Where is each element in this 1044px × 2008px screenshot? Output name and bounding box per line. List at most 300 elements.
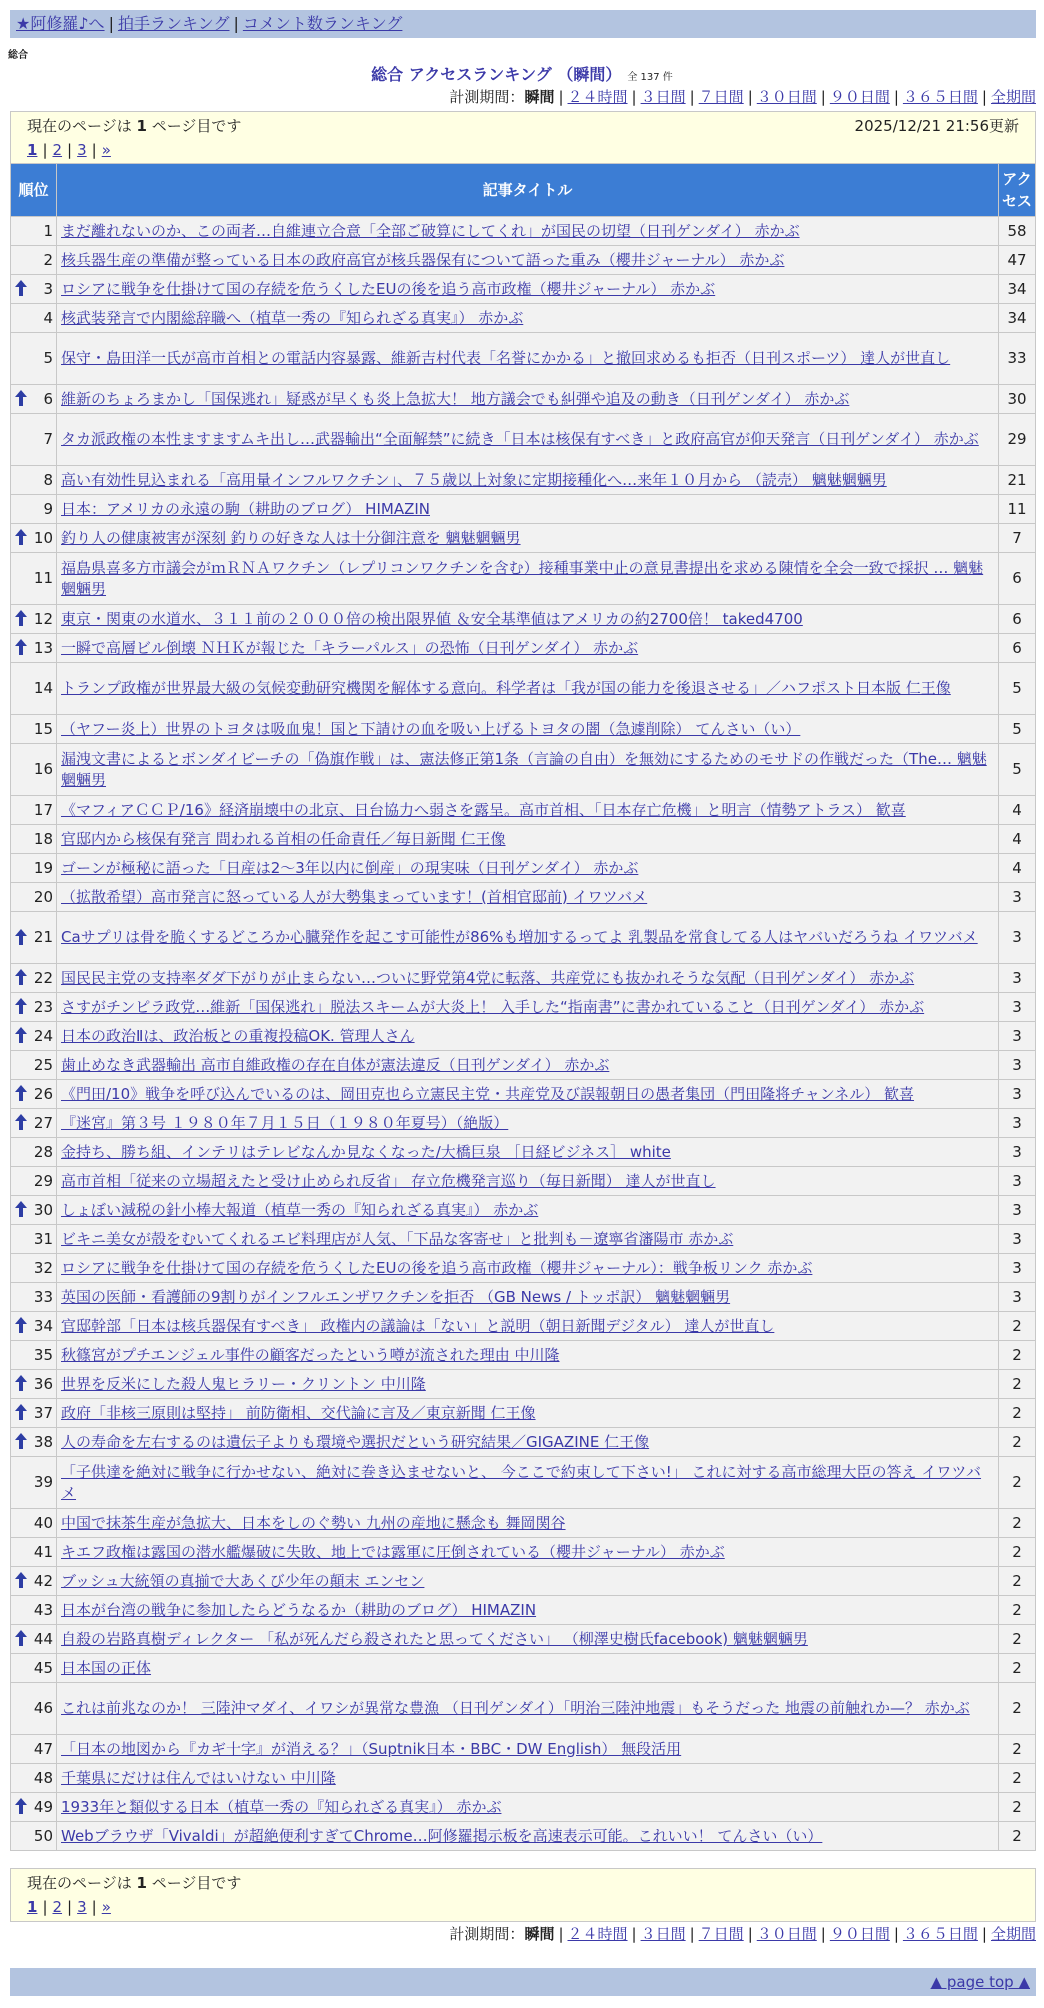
article-title-link[interactable]: 《マフィアＣＣＰ/16》経済崩壊中の北京、日台協力へ弱さを露呈。高市首相、「日本存亡危機」と明言（情勢アトラス） 歓喜 — [61, 800, 906, 819]
rank-cell — [11, 1567, 57, 1596]
article-title-link[interactable]: 1933年と類似する日本（植草一秀の『知られざる真実』） 赤かぶ — [61, 1797, 502, 1816]
period-separator: | — [747, 88, 753, 106]
period-link[interactable]: ７日間 — [698, 1925, 744, 1943]
rank-cell — [11, 715, 57, 744]
rank-number: 32 — [33, 1258, 53, 1277]
article-title-link[interactable]: 政府「非核三原則は堅持」 前防衛相、交代論に言及／東京新聞 仁王像 — [61, 1403, 536, 1422]
title-cell — [57, 715, 999, 744]
title-cell — [57, 1457, 999, 1509]
access-count: 6 — [999, 605, 1036, 634]
period-separator: | — [820, 88, 826, 106]
rank-cell — [11, 1022, 57, 1051]
comment-ranking-link[interactable]: コメント数ランキング — [242, 14, 403, 33]
page-link[interactable]: 3 — [77, 1898, 87, 1916]
title-cell — [57, 1051, 999, 1080]
period-current: 瞬間 — [524, 1925, 555, 1943]
period-link[interactable]: ３６５日間 — [902, 1925, 978, 1943]
article-title-link[interactable]: 自殺の岩路真樹ディレクター 「私が死んだら殺されたと思ってください」 （柳澤史樹氏facebook) 魑魅魍魎男 — [61, 1629, 808, 1648]
title-cell — [57, 883, 999, 912]
rank-number: 8 — [43, 470, 53, 489]
title-cell — [57, 744, 999, 796]
rank-cell — [11, 414, 57, 466]
rank-number: 41 — [33, 1542, 53, 1561]
rank-cell — [11, 1080, 57, 1109]
rank-cell — [11, 1283, 57, 1312]
article-title-link[interactable]: 英国の医師・看護師の9割りがインフルエンザワクチンを拒否 （GB News / トッポ訳） 魑魅魍魎男 — [61, 1287, 731, 1306]
page-link[interactable]: 2 — [52, 1898, 63, 1916]
page-link[interactable]: 3 — [77, 141, 87, 159]
period-link[interactable]: ３０日間 — [756, 1925, 817, 1943]
table-row — [11, 1022, 1036, 1051]
rank-up-arrow-icon — [15, 390, 27, 406]
table-row — [11, 912, 1036, 964]
article-title-link[interactable]: 人の寿命を左右するのは遺伝子よりも環境や選択だという研究結果／GIGAZINE 仁王像 — [61, 1432, 650, 1451]
rank-cell — [11, 1822, 57, 1851]
page-link[interactable]: 1 — [27, 141, 38, 159]
page-separator: | — [67, 141, 73, 159]
access-count: 34 — [999, 275, 1036, 304]
title-cell — [57, 1509, 999, 1538]
rank-number: 2 — [43, 250, 53, 269]
title-cell — [57, 1654, 999, 1683]
title-cell — [57, 217, 999, 246]
title-cell — [57, 1625, 999, 1654]
rank-number: 3 — [43, 279, 53, 298]
rank-up-arrow-icon — [15, 1201, 27, 1217]
period-current: 瞬間 — [524, 88, 555, 106]
rank-number: 22 — [33, 968, 53, 987]
rank-up-arrow-icon — [15, 1798, 27, 1814]
page-separator: | — [91, 1898, 97, 1916]
access-count: 2 — [999, 1509, 1036, 1538]
article-title-link[interactable]: 日本が台湾の戦争に参加したらどうなるか（耕助のブログ） HIMAZIN — [61, 1600, 537, 1619]
rank-cell — [11, 605, 57, 634]
access-count: 2 — [999, 1538, 1036, 1567]
article-title-link[interactable]: 中国で抹茶生産が急拡大、日本をしのぐ勢い 九州の産地に懸念も 舞岡関谷 — [61, 1513, 566, 1532]
title-cell — [57, 1567, 999, 1596]
access-count: 58 — [999, 217, 1036, 246]
article-title-link[interactable]: キエフ政権は露国の潜水艦爆破に失敗、地上では露軍に圧倒されている（櫻井ジャーナル） 赤かぶ — [61, 1542, 725, 1561]
table-row — [11, 414, 1036, 466]
rank-cell — [11, 854, 57, 883]
access-count: 47 — [999, 246, 1036, 275]
period-link[interactable]: ２４時間 — [567, 88, 628, 106]
rank-number: 26 — [33, 1084, 53, 1103]
title-cell — [57, 993, 999, 1022]
access-count: 2 — [999, 1370, 1036, 1399]
rank-cell — [11, 1225, 57, 1254]
access-count: 2 — [999, 1683, 1036, 1735]
table-row — [11, 524, 1036, 553]
article-title-link[interactable]: ロシアに戦争を仕掛けて国の存続を危うくしたEUの後を追う高市政権（櫻井ジャーナル） 赤かぶ — [61, 279, 716, 298]
article-title-link[interactable]: しょぼい減税の針小棒大報道（植草一秀の『知られざる真実』） 赤かぶ — [61, 1200, 539, 1219]
period-link[interactable]: ９０日間 — [829, 1925, 890, 1943]
article-title-link[interactable]: 官邸幹部「日本は核兵器保有すべき」 政権内の議論は「ない」と説明（朝日新聞デジタル） 達人が世直し — [61, 1316, 775, 1335]
access-count: 2 — [999, 1625, 1036, 1654]
title-cell — [57, 854, 999, 883]
period-link[interactable]: 全期間 — [990, 88, 1036, 106]
rank-number: 35 — [33, 1345, 53, 1364]
rank-number: 15 — [33, 719, 53, 738]
table-row — [11, 1596, 1036, 1625]
table-row — [11, 605, 1036, 634]
period-separator: | — [981, 88, 987, 106]
title-cell — [57, 333, 999, 385]
rank-cell — [11, 1457, 57, 1509]
period-separator: | — [689, 88, 695, 106]
page-link[interactable]: 1 — [27, 1898, 38, 1916]
page-separator: | — [42, 1898, 48, 1916]
period-link[interactable]: ２４時間 — [567, 1925, 628, 1943]
table-row — [11, 1793, 1036, 1822]
rank-cell — [11, 1109, 57, 1138]
period-selector-bottom — [449, 1923, 1036, 1944]
period-label: 計測期間： — [449, 88, 525, 106]
table-row — [11, 964, 1036, 993]
access-count: 2 — [999, 1735, 1036, 1764]
rank-cell — [11, 304, 57, 333]
article-title-link[interactable]: 歯止めなき武器輸出 高市自維政権の存在自体が憲法違反（日刊ゲンダイ） 赤かぶ — [61, 1055, 610, 1074]
next-page-link[interactable]: » — [101, 1898, 111, 1916]
period-separator: | — [747, 1925, 753, 1943]
title-cell — [57, 1822, 999, 1851]
title-cell — [57, 1538, 999, 1567]
rank-cell — [11, 964, 57, 993]
table-row — [11, 663, 1036, 715]
rank-cell — [11, 1764, 57, 1793]
article-title-link[interactable]: 一瞬で高層ビル倒壊 ＮＨＫが報じた「キラーパルス」の恐怖（日刊ゲンダイ） 赤かぶ — [61, 638, 639, 657]
pager-status-row — [27, 1871, 1019, 1895]
next-page-link[interactable]: » — [101, 141, 111, 159]
article-title-link[interactable]: 国民民主党の支持率ダダ下がりが止まらない…ついに野党第4党に転落、共産党にも抜かれそうな気配（日刊ゲンダイ） 赤かぶ — [61, 968, 915, 987]
table-row — [11, 1312, 1036, 1341]
title-cell — [57, 553, 999, 605]
title-cell — [57, 1428, 999, 1457]
rank-cell — [11, 1509, 57, 1538]
rank-number: 29 — [33, 1171, 53, 1190]
table-row — [11, 1428, 1036, 1457]
rank-number: 18 — [33, 829, 53, 848]
rank-number: 39 — [33, 1473, 53, 1491]
period-link[interactable]: ７日間 — [698, 88, 744, 106]
table-row — [11, 1283, 1036, 1312]
rank-number: 20 — [33, 887, 53, 906]
access-count: 2 — [999, 1312, 1036, 1341]
page-top-link[interactable]: ▲ page top ▲ — [930, 1973, 1030, 1991]
table-row — [11, 466, 1036, 495]
article-title-link[interactable]: まだ離れないのか、この両者…自維連立合意「全部ご破算にしてくれ」が国民の切望（日刊ゲンダイ） 赤かぶ — [61, 221, 800, 240]
article-title-link[interactable]: 核兵器生産の準備が整っている日本の政府高官が核兵器保有について語った重み（櫻井ジャーナル） 赤かぶ — [61, 250, 785, 269]
table-row — [11, 1254, 1036, 1283]
rank-number: 43 — [33, 1600, 53, 1619]
article-title-link[interactable]: Webブラウザ「Vivaldi」が超絶便利すぎてChrome…阿修羅掲示板を高速表示可能。これいい！ てんさい（い） — [61, 1826, 823, 1845]
rank-cell — [11, 796, 57, 825]
article-title-link[interactable]: 高い有効性見込まれる「高用量インフルワクチン」、７５歳以上対象に定期接種化へ…来年１０月から （読売） 魑魅魍魎男 — [61, 470, 887, 489]
table-row — [11, 1138, 1036, 1167]
title-cell — [57, 1341, 999, 1370]
table-row — [11, 1196, 1036, 1225]
access-count: 3 — [999, 883, 1036, 912]
article-title-link[interactable]: （ヤフー炎上）世界のトヨタは吸血鬼！国と下請けの血を吸い上げるトヨタの闇（急遽削除） てんさい（い） — [61, 719, 801, 738]
title-cell — [57, 275, 999, 304]
rank-up-arrow-icon — [15, 929, 27, 945]
rank-number: 1 — [43, 221, 53, 240]
rank-number: 24 — [33, 1026, 53, 1045]
rank-number: 19 — [33, 858, 53, 877]
access-count: 2 — [999, 1596, 1036, 1625]
rank-number: 6 — [43, 389, 53, 408]
rank-up-arrow-icon — [15, 1572, 27, 1588]
article-title-link[interactable]: 日本：アメリカの永遠の駒（耕助のブログ） HIMAZIN — [61, 499, 430, 518]
rank-number: 49 — [33, 1797, 53, 1816]
rank-number: 14 — [33, 679, 53, 697]
rank-up-arrow-icon — [15, 1630, 27, 1646]
access-count: 5 — [999, 663, 1036, 715]
period-separator: | — [981, 1925, 987, 1943]
article-title-link[interactable]: これは前兆なのか！ 三陸沖マダイ、イワシが異常な豊漁 （日刊ゲンダイ）「明治三陸沖地震」もそうだった 地震の前触れか—？ 赤かぶ — [61, 1699, 970, 1717]
access-count: 34 — [999, 304, 1036, 333]
top-nav-bar — [10, 10, 1036, 38]
title-cell — [57, 1109, 999, 1138]
article-title-link[interactable]: 《門田/10》戦争を呼び込んでいるのは、岡田克也ら立憲民主党・共産党及び誤報朝日の愚者集団（門田隆将チャンネル） 歓喜 — [61, 1084, 915, 1103]
period-selector-top — [449, 86, 1036, 107]
rank-number: 13 — [33, 638, 53, 657]
title-cell — [57, 524, 999, 553]
access-count: 3 — [999, 964, 1036, 993]
ranking-title-text: 総合 アクセスランキング （瞬間） — [371, 65, 622, 84]
period-separator: | — [631, 88, 637, 106]
article-title-link[interactable]: 秋篠宮がプチエンジェル事件の顧客だったという噂が流された理由 中川隆 — [61, 1345, 560, 1364]
pager-bottom — [10, 1868, 1036, 1922]
article-title-link[interactable]: 釣り人の健康被害が深刻 釣りの好きな人は十分御注意を 魑魅魍魎男 — [61, 528, 521, 547]
rank-cell — [11, 1428, 57, 1457]
page-link[interactable]: 2 — [52, 141, 63, 159]
article-title-link[interactable]: 高市首相「従来の立場超えたと受け止められ反省」 存立危機発言巡り（毎日新聞） 達人が世直し — [61, 1171, 716, 1190]
title-cell — [57, 796, 999, 825]
article-title-link[interactable]: ロシアに戦争を仕掛けて国の存続を危うくしたEUの後を追う高市政権（櫻井ジャーナル）：戦争板リンク 赤かぶ — [61, 1258, 813, 1277]
article-title-link[interactable]: Caサプリは骨を脆くするどころか心臓発作を起こす可能性が86%も増加するってよ 乳製品を常食してる人はヤバいだろうね イワツバメ — [61, 928, 978, 946]
access-count: 3 — [999, 1022, 1036, 1051]
rank-number: 9 — [43, 499, 53, 518]
current-page-number: 1 — [136, 1874, 147, 1892]
article-title-link[interactable]: 福島県喜多方市議会がｍＲＮＡワクチン（レプリコンワクチンを含む）接種事業中止の意見書提出を求める陳情を全会一致で採択 … 魑魅魍魎男 — [61, 558, 984, 598]
article-title-link[interactable]: タカ派政権の本性ますますムキ出し…武器輸出“全面解禁”に続き「日本は核保有すべき」と政府高官が仰天発言（日刊ゲンダイ） 赤かぶ — [61, 430, 979, 448]
current-page-suffix: ページ目です — [146, 1874, 242, 1892]
table-row — [11, 1370, 1036, 1399]
access-count: 7 — [999, 524, 1036, 553]
rank-up-arrow-icon — [15, 280, 27, 296]
table-row — [11, 715, 1036, 744]
article-title-link[interactable]: ブッシュ大統領の真揃で大あくび少年の顛末 エンセン — [61, 1571, 425, 1590]
rank-cell — [11, 553, 57, 605]
rank-number: 12 — [33, 609, 53, 628]
title-cell — [57, 385, 999, 414]
rank-cell — [11, 1793, 57, 1822]
access-count: 4 — [999, 825, 1036, 854]
article-title-link[interactable]: 千葉県にだけは住んではいけない 中川隆 — [61, 1768, 336, 1787]
article-title-link[interactable]: トランプ政権が世界最大級の気候変動研究機関を解体する意向。科学者は「我が国の能力を後退させる」／ハフポスト日本版 仁王像 — [61, 679, 951, 697]
current-page-text — [27, 114, 241, 138]
rank-number: 5 — [43, 349, 53, 367]
period-separator: | — [820, 1925, 826, 1943]
rank-number: 4 — [43, 308, 53, 327]
rank-up-arrow-icon — [15, 969, 27, 985]
rank-cell — [11, 825, 57, 854]
table-header-row — [11, 164, 1036, 217]
access-count: 5 — [999, 744, 1036, 796]
rank-cell — [11, 524, 57, 553]
rank-up-arrow-icon — [15, 1027, 27, 1043]
title-cell — [57, 1196, 999, 1225]
article-title-link[interactable]: ゴーンが極秘に語った「日産は2～3年以内に倒産」の現実味（日刊ゲンダイ） 赤かぶ — [61, 858, 639, 877]
article-title-link[interactable]: 保守・島田洋一氏が高市首相との電話内容暴露、維新吉村代表「名誉にかかる」と撤回求めるも拒否（日刊スポーツ） 達人が世直し — [61, 349, 951, 367]
rank-cell — [11, 1654, 57, 1683]
article-title-link[interactable]: 漏洩文書によるとボンダイビーチの「偽旗作戦」は、憲法修正第1条（言論の自由）を無効にするためのモサドの作戦だった（The… 魑魅魍魎男 — [61, 749, 987, 789]
article-title-link[interactable]: 日本の政治Ⅱは、政治板との重複投稿OK. 管理人さん — [61, 1026, 415, 1045]
rank-cell — [11, 1399, 57, 1428]
period-separator: | — [558, 88, 564, 106]
access-count: 3 — [999, 1225, 1036, 1254]
period-label: 計測期間： — [449, 1925, 525, 1943]
access-count: 6 — [999, 634, 1036, 663]
rank-up-arrow-icon — [15, 639, 27, 655]
table-row — [11, 744, 1036, 796]
table-row — [11, 993, 1036, 1022]
table-row — [11, 385, 1036, 414]
rank-cell — [11, 1596, 57, 1625]
rank-column-header: 順位 — [11, 164, 57, 217]
title-cell — [57, 1370, 999, 1399]
access-count: 3 — [999, 1109, 1036, 1138]
page-separator: | — [67, 1898, 73, 1916]
title-cell — [57, 1225, 999, 1254]
period-link[interactable]: ３日間 — [640, 88, 686, 106]
rank-cell — [11, 993, 57, 1022]
rank-number: 25 — [33, 1055, 53, 1074]
article-title-link[interactable]: 世界を反米にした殺人鬼ヒラリー・クリントン 中川隆 — [61, 1374, 426, 1393]
pager-top — [10, 111, 1036, 165]
access-count: 30 — [999, 385, 1036, 414]
access-count: 3 — [999, 1283, 1036, 1312]
rank-up-arrow-icon — [15, 610, 27, 626]
table-row — [11, 825, 1036, 854]
title-cell — [57, 825, 999, 854]
article-title-link[interactable]: 核武装発言で内閣総辞職へ（植草一秀の『知られざる真実』） 赤かぶ — [61, 308, 524, 327]
access-count: 3 — [999, 1254, 1036, 1283]
table-row — [11, 1341, 1036, 1370]
access-count: 2 — [999, 1822, 1036, 1851]
rank-cell — [11, 744, 57, 796]
title-cell — [57, 1735, 999, 1764]
access-column-header: アクセス — [999, 164, 1036, 217]
updated-timestamp: 2025/12/21 21:56更新 — [854, 117, 1019, 135]
table-row — [11, 333, 1036, 385]
period-separator: | — [893, 88, 899, 106]
period-link[interactable]: ９０日間 — [829, 88, 890, 106]
rank-number: 28 — [33, 1142, 53, 1161]
rank-number: 36 — [33, 1374, 53, 1393]
title-cell — [57, 1167, 999, 1196]
rank-up-arrow-icon — [15, 1404, 27, 1420]
rank-cell — [11, 495, 57, 524]
page-links — [27, 138, 1019, 162]
period-separator: | — [558, 1925, 564, 1943]
rank-cell — [11, 1538, 57, 1567]
period-link[interactable]: ３日間 — [640, 1925, 686, 1943]
rank-cell — [11, 275, 57, 304]
access-count: 4 — [999, 854, 1036, 883]
rank-up-arrow-icon — [15, 1085, 27, 1101]
article-title-link[interactable]: 「子供達を絶対に戦争に行かせない、絶対に巻き込ませないと、 今ここで約束して下さい!」 これに対する高市総理大臣の答え イワツバメ — [61, 1462, 982, 1502]
access-count: 4 — [999, 796, 1036, 825]
access-count: 21 — [999, 466, 1036, 495]
current-page-prefix: 現在のページは — [27, 1874, 137, 1892]
rank-cell — [11, 246, 57, 275]
table-row — [11, 1051, 1036, 1080]
current-page-number: 1 — [136, 117, 147, 135]
article-title-link[interactable]: 官邸内から核保有発言 問われる首相の任命責任／毎日新聞 仁王像 — [61, 829, 506, 848]
title-cell — [57, 1080, 999, 1109]
title-cell — [57, 495, 999, 524]
title-cell — [57, 912, 999, 964]
access-count: 2 — [999, 1457, 1036, 1509]
title-cell — [57, 964, 999, 993]
rank-number: 40 — [33, 1513, 53, 1532]
article-title-link[interactable]: 日本国の正体 — [61, 1658, 152, 1677]
rank-cell — [11, 1683, 57, 1735]
article-title-link[interactable]: 「日本の地図から『カギ十字』が消える？」（Suptnik日本・BBC・DW English） 無段活用 — [61, 1739, 682, 1758]
title-cell — [57, 1138, 999, 1167]
rank-cell — [11, 1625, 57, 1654]
access-count: 3 — [999, 912, 1036, 964]
rank-number: 17 — [33, 800, 53, 819]
rank-up-arrow-icon — [15, 1375, 27, 1391]
access-count: 3 — [999, 1080, 1036, 1109]
title-cell — [57, 1764, 999, 1793]
nav-separator: | — [233, 14, 239, 33]
access-count: 2 — [999, 1341, 1036, 1370]
access-count: 33 — [999, 333, 1036, 385]
home-link[interactable]: ★阿修羅♪へ — [16, 14, 105, 33]
period-separator: | — [631, 1925, 637, 1943]
article-title-link[interactable]: 維新のちょろまかし「国保逃れ」疑惑が早くも炎上急拡大！ 地方議会でも糾弾や追及の動き（日刊ゲンダイ） 赤かぶ — [61, 389, 850, 408]
period-link[interactable]: 全期間 — [990, 1925, 1036, 1943]
rank-cell — [11, 1312, 57, 1341]
rank-number: 11 — [33, 569, 53, 587]
table-row — [11, 1225, 1036, 1254]
period-link[interactable]: ３０日間 — [756, 88, 817, 106]
article-title-link[interactable]: （拡散希望）高市発言に怒っている人が大勢集まっています！(首相官邸前) イワツバメ — [61, 887, 648, 906]
table-row — [11, 275, 1036, 304]
table-row — [11, 1567, 1036, 1596]
rank-cell — [11, 1254, 57, 1283]
article-title-link[interactable]: さすがチンピラ政党…維新「国保逃れ」脱法スキームが大炎上！ 入手した“指南書”に書かれていること（日刊ゲンダイ） 赤かぶ — [61, 997, 925, 1016]
article-title-link[interactable]: ビキニ美女が殻をむいてくれるエビ料理店が人気、「下品な客寄せ」と批判も－遼寧省瀋陽市 赤かぶ — [61, 1229, 734, 1248]
article-title-link[interactable]: 東京・関東の水道水、３１１前の２０００倍の検出限界値 ＆安全基準値はアメリカの約2700倍！ taked4700 — [61, 609, 803, 628]
table-row — [11, 1683, 1036, 1735]
article-title-link[interactable]: 『迷宮』第３号 １９８０年７月１５日（１９８０年夏号）（絶版） — [61, 1113, 509, 1132]
clap-ranking-link[interactable]: 拍手ランキング — [117, 14, 230, 33]
title-cell — [57, 1596, 999, 1625]
table-row — [11, 1538, 1036, 1567]
access-count: 3 — [999, 1167, 1036, 1196]
table-row — [11, 1399, 1036, 1428]
category-label: 総合 — [8, 50, 28, 61]
access-count: 6 — [999, 553, 1036, 605]
article-title-link[interactable]: 金持ち、勝ち組、インテリはテレビなんか見なくなった/大橋巨泉 ［日経ビジネス］ white — [61, 1142, 671, 1161]
table-row — [11, 1764, 1036, 1793]
period-link[interactable]: ３６５日間 — [902, 88, 978, 106]
